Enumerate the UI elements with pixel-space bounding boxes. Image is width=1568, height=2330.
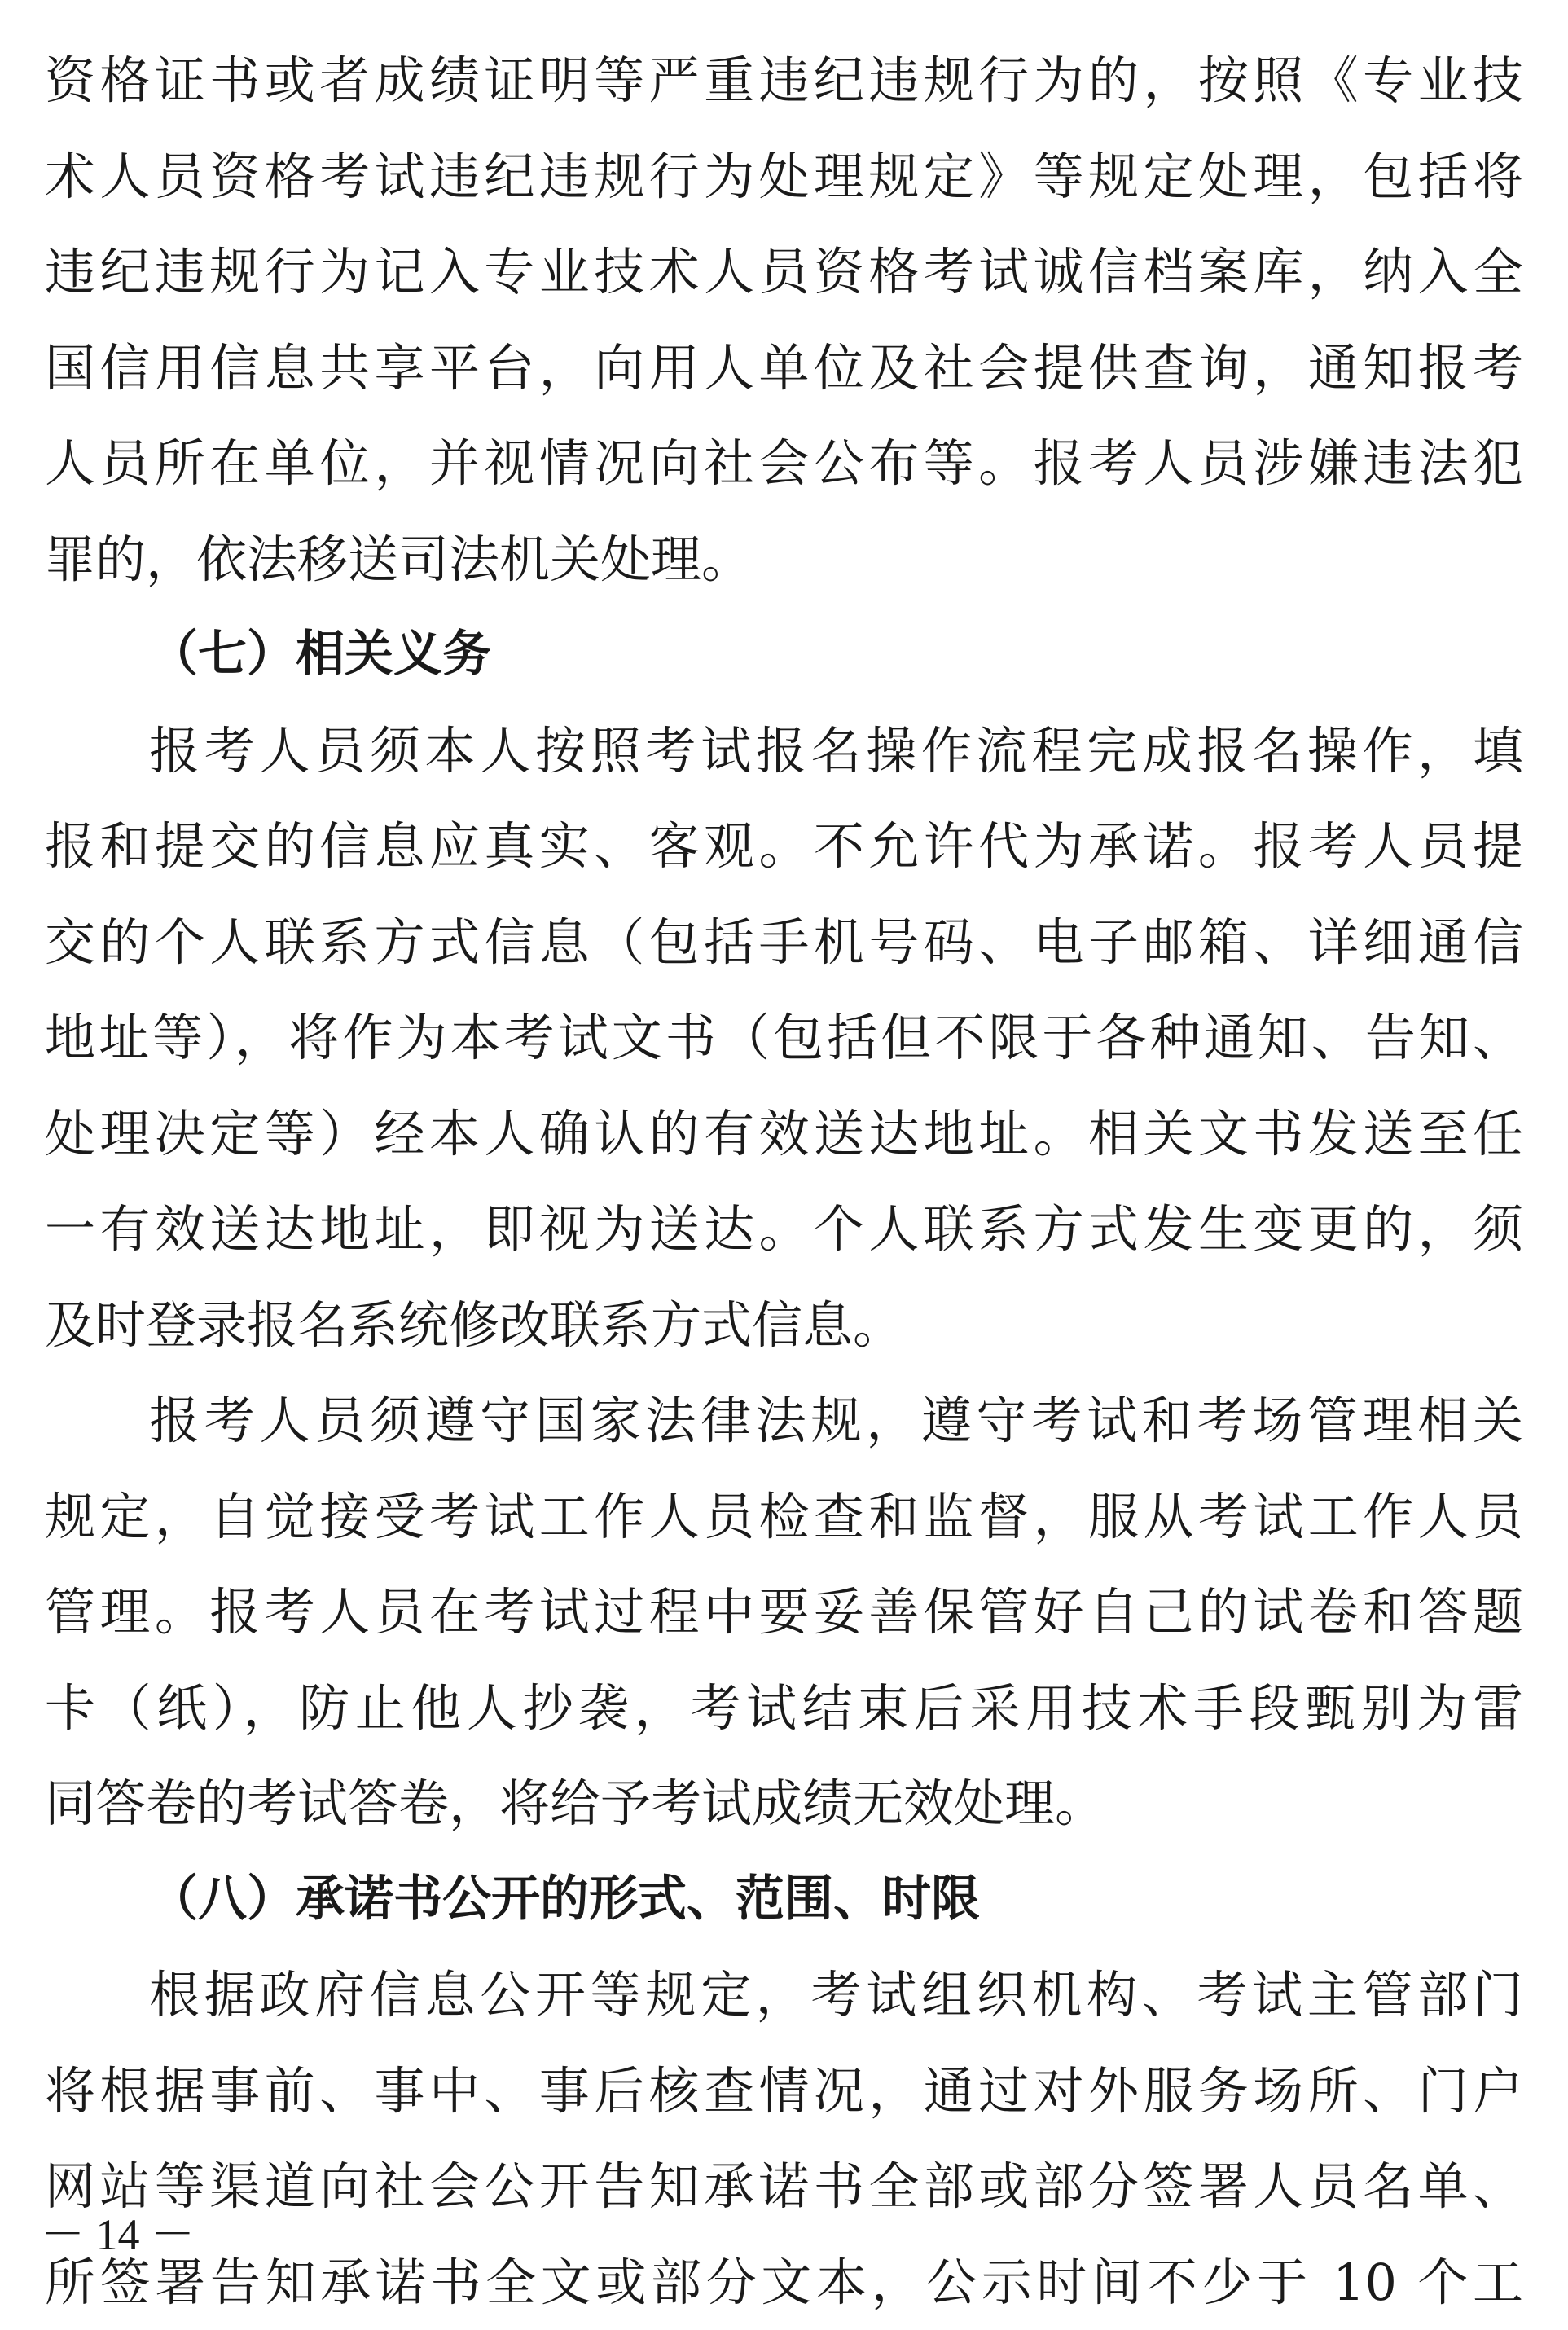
text-line: 地址等），将作为本考试文书（包括但不限于各种通知、告知、 [45, 990, 1523, 1086]
text-line: 根据政府信息公开等规定，考试组织机构、考试主管部门 [45, 1947, 1523, 2043]
text-line: 报考人员须本人按照考试报名操作流程完成报名操作，填 [45, 703, 1523, 799]
text-line: 卡（纸），防止他人抄袭，考试结束后采用技术手段甄别为雷 [45, 1660, 1523, 1756]
text-line: 术人员资格考试违纪违规行为处理规定》等规定处理，包括将 [45, 129, 1523, 225]
text-line: 报和提交的信息应真实、客观。不允许代为承诺。报考人员提 [45, 798, 1523, 895]
text-line: 国信用信息共享平台，向用人单位及社会提供查询，通知报考 [45, 320, 1523, 416]
text-line: 所签署告知承诺书全文或部分文本，公示时间不少于 10 个工 [45, 2235, 1523, 2330]
text-line: 人员所在单位，并视情况向社会公布等。报考人员涉嫌违法犯 [45, 415, 1523, 512]
text-line: 交的个人联系方式信息（包括手机号码、电子邮箱、详细通信 [45, 895, 1523, 991]
text-line: 罪的，依法移送司法机关处理。 [45, 512, 1523, 608]
section-heading-8: （八）承诺书公开的形式、范围、时限 [45, 1852, 1523, 1948]
section-heading-7: （七）相关义务 [45, 607, 1523, 703]
text-line: 规定，自觉接受考试工作人员检查和监督，服从考试工作人员 [45, 1469, 1523, 1565]
text-line: 及时登录报名系统修改联系方式信息。 [45, 1277, 1523, 1374]
page-number: － 14 － [41, 2200, 195, 2262]
document-body [45, 33, 1523, 2330]
text-line: 同答卷的考试答卷，将给予考试成绩无效处理。 [45, 1756, 1523, 1852]
text-line: 一有效送达地址，即视为送达。个人联系方式发生变更的，须 [45, 1181, 1523, 1277]
text-line: 处理决定等）经本人确认的有效送达地址。相关文书发送至任 [45, 1086, 1523, 1182]
text-line: 报考人员须遵守国家法律法规，遵守考试和考场管理相关 [45, 1373, 1523, 1469]
text-line: 资格证书或者成绩证明等严重违纪违规行为的，按照《专业技 [45, 33, 1523, 129]
text-line: 将根据事前、事中、事后核查情况，通过对外服务场所、门户 [45, 2043, 1523, 2139]
text-line: 违纪违规行为记入专业技术人员资格考试诚信档案库，纳入全 [45, 224, 1523, 320]
text-line: 网站等渠道向社会公开告知承诺书全部或部分签署人员名单、 [45, 2139, 1523, 2235]
text-line: 管理。报考人员在考试过程中要妥善保管好自己的试卷和答题 [45, 1564, 1523, 1660]
